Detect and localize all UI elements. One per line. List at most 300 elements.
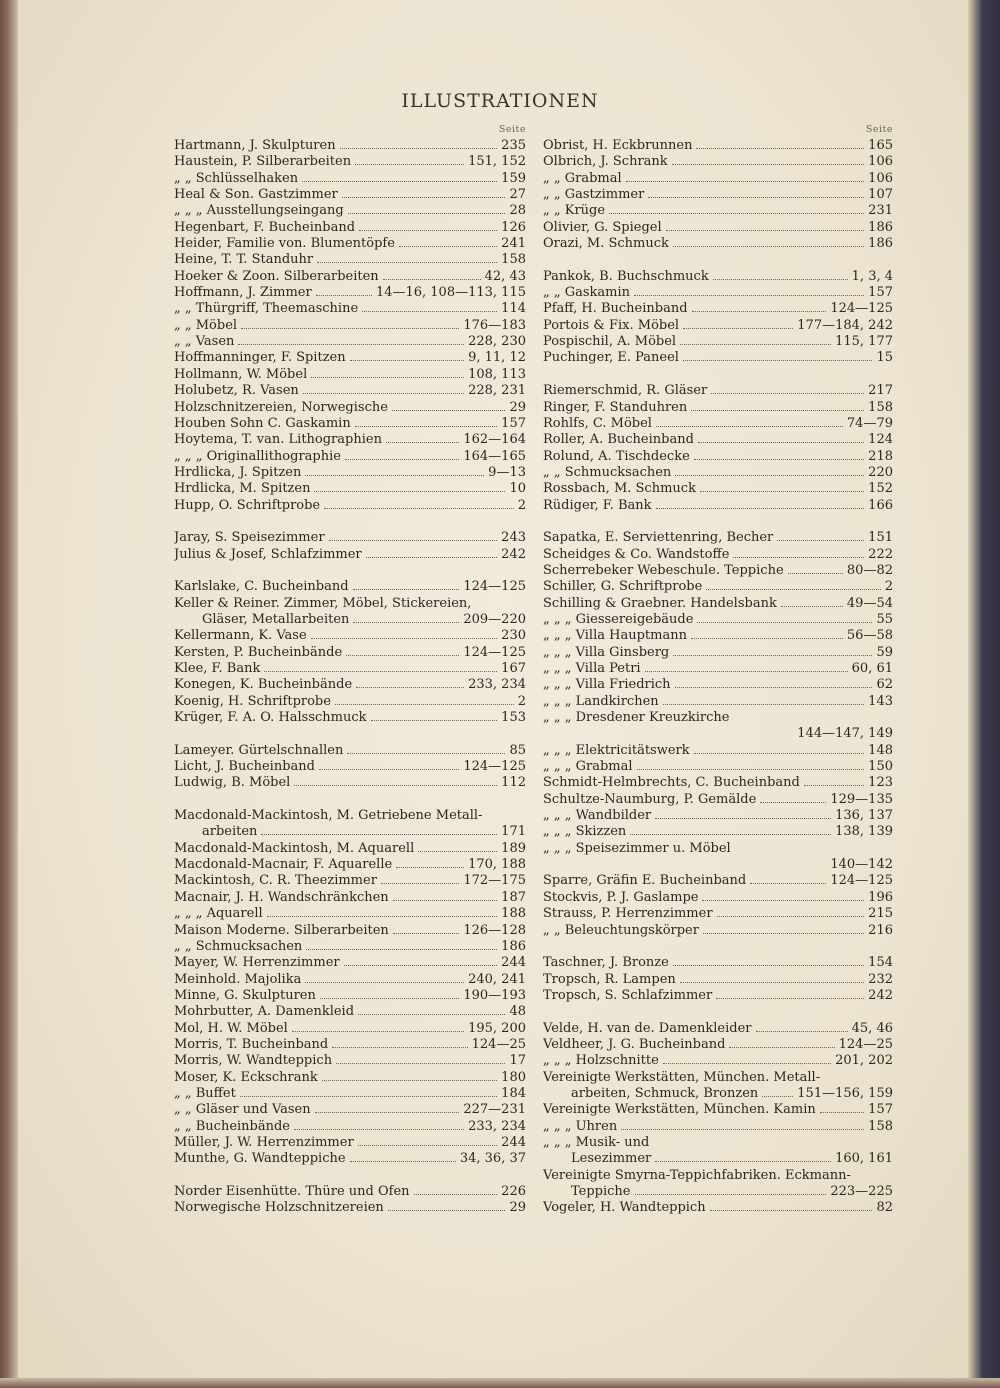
dot-leader <box>305 982 464 983</box>
seite-header: Seite <box>498 124 526 135</box>
dot-leader <box>717 916 865 917</box>
entry-text: Teppiche <box>571 1184 631 1199</box>
entry-text: Mayer, W. Herrenzimmer <box>174 955 340 971</box>
index-entry <box>543 400 893 416</box>
entry-text: Heal & Son. Gastzimmer <box>174 187 338 203</box>
entry-text: „ „ Buffet <box>174 1085 236 1101</box>
entry-text: Heider, Familie von. Blumentöpfe <box>174 236 395 252</box>
page-number: 166 <box>868 497 893 513</box>
index-entry <box>174 1004 526 1020</box>
page-number: 124—125 <box>830 301 893 317</box>
entry-text: Vereinigte Werkstätten, München. Kamin <box>543 1102 816 1118</box>
index-entry <box>174 955 526 971</box>
entry-text: Rossbach, M. Schmuck <box>543 481 696 497</box>
page-number: 158 <box>868 1118 893 1134</box>
dot-leader <box>675 475 864 476</box>
entry-text: Portois & Fix. Möbel <box>543 317 680 333</box>
dot-leader <box>762 1096 793 1097</box>
page-number: 107 <box>868 187 893 203</box>
page-number: 151 <box>868 530 893 546</box>
index-list-left <box>174 138 526 1217</box>
page-number: 62 <box>876 677 893 693</box>
page-number: 188 <box>501 906 526 922</box>
index-entry <box>174 775 526 791</box>
page-number: 140—142 <box>830 857 893 873</box>
dot-leader <box>314 491 505 492</box>
index-entry <box>543 187 893 203</box>
index-entry <box>174 1037 526 1053</box>
index-entry <box>543 449 893 465</box>
page-number: 209—220 <box>463 611 526 627</box>
entry-text: „ „ Grabmal <box>543 170 622 186</box>
page-number: 157 <box>868 285 893 301</box>
index-entry <box>174 972 526 988</box>
index-entry <box>543 743 893 759</box>
index-entry <box>543 416 893 432</box>
entry-text: „ „ Thürgriff, Theemaschine <box>174 301 359 317</box>
entry-text: Holzschnitzereien, Norwegische <box>174 399 388 415</box>
entry-text: Macnair, J. H. Wandschränkchen <box>174 889 389 905</box>
entry-text: Veldheer, J. G. Bucheinband <box>543 1036 726 1052</box>
index-entry <box>174 1053 526 1069</box>
entry-text: Rüdiger, F. Bank <box>543 497 652 513</box>
index-entry <box>543 612 893 628</box>
dot-leader <box>324 508 514 509</box>
dot-leader <box>710 1210 873 1211</box>
index-entry <box>174 1135 526 1151</box>
dot-leader <box>399 246 497 247</box>
dot-leader <box>340 148 498 149</box>
index-entry <box>174 694 526 710</box>
page-number: 162—164 <box>463 432 526 448</box>
entry-text: Riemerschmid, R. Gläser <box>543 383 708 399</box>
dot-leader <box>319 769 459 770</box>
dot-leader <box>672 164 865 165</box>
index-entry <box>543 285 893 301</box>
index-entry <box>174 824 526 840</box>
index-entry <box>543 645 893 661</box>
dot-leader <box>634 295 864 296</box>
entry-text: Heine, T. T. Standuhr <box>174 252 314 268</box>
index-entry <box>174 334 526 350</box>
entry-text: Hupp, O. Schriftprobe <box>174 497 321 513</box>
entry-text: Sparre, Gräfin E. Bucheinband <box>543 873 747 889</box>
entry-text: Schultze-Naumburg, P. Gemälde <box>543 791 757 807</box>
dot-leader <box>346 655 459 656</box>
index-entry <box>543 890 893 906</box>
dot-leader <box>264 671 497 672</box>
index-entry <box>174 350 526 366</box>
page-number: 1, 3, 4 <box>851 268 893 284</box>
entry-text: Julius & Josef, Schlafzimmer <box>174 546 362 562</box>
index-entry <box>174 1200 526 1216</box>
dot-leader <box>673 965 864 966</box>
index-entry <box>174 677 526 693</box>
dot-leader <box>637 769 865 770</box>
entry-text: Maison Moderne. Silberarbeiten <box>174 922 389 938</box>
dot-leader <box>418 851 497 852</box>
entry-text: Gläser, Metallarbeiten <box>202 611 350 627</box>
entry-text: Hoffmanninger, F. Spitzen <box>174 350 346 366</box>
dot-leader <box>240 1096 497 1097</box>
index-entry <box>543 1135 893 1151</box>
index-entry <box>174 416 526 432</box>
entry-text: Meinhold. Majolika <box>174 971 302 987</box>
page-number: 144—147, 149 <box>797 726 893 742</box>
entry-text: Schilling & Graebner. Handelsbank <box>543 595 777 611</box>
dot-leader <box>781 606 843 607</box>
dot-leader <box>355 426 497 427</box>
page-number: 226 <box>501 1184 526 1199</box>
index-entry <box>543 1086 893 1102</box>
entry-text: Sapatka, E. Serviettenring, Becher <box>543 530 774 546</box>
dot-leader <box>344 965 498 966</box>
index-entry <box>174 1184 526 1200</box>
page-number: 29 <box>509 1200 526 1216</box>
index-entry <box>543 759 893 775</box>
entry-text: Krüger, F. A. O. Halsschmuck <box>174 710 367 726</box>
entry-text: Mol, H. W. Möbel <box>174 1020 288 1036</box>
index-entry <box>543 1184 893 1200</box>
index-entry <box>174 220 526 236</box>
page-number: 157 <box>501 415 526 431</box>
entry-text: Hegenbart, F. Bucheinband <box>174 219 356 235</box>
entry-text: Stockvis, P. J. Gaslampe <box>543 889 699 905</box>
page-number: 189 <box>501 840 526 856</box>
entry-text: Hrdlicka, J. Spitzen <box>174 464 302 480</box>
page-number: 170, 188 <box>468 857 526 873</box>
index-entry <box>543 824 893 840</box>
page-number: 243 <box>501 530 526 546</box>
dot-leader <box>332 1047 467 1048</box>
entry-text: Lameyer. Gürtelschnallen <box>174 742 344 758</box>
index-entry <box>174 808 526 824</box>
index-entry <box>174 301 526 317</box>
page-number: 223—225 <box>830 1184 893 1199</box>
entry-text: „ „ „ Dresdener Kreuzkirche <box>543 710 730 726</box>
dot-leader <box>756 1031 848 1032</box>
dot-leader <box>302 181 497 182</box>
page-number: 2 <box>517 497 526 513</box>
dot-leader <box>698 442 864 443</box>
dot-leader <box>663 1063 831 1064</box>
page-number: 29 <box>509 399 526 415</box>
index-entry <box>174 873 526 889</box>
page-number: 42, 43 <box>484 268 526 284</box>
index-entry <box>543 301 893 317</box>
page-number: 216 <box>868 922 893 938</box>
seite-header: Seite <box>865 124 893 135</box>
page-number: 129—135 <box>830 791 893 807</box>
dot-leader <box>691 410 864 411</box>
page-number: 150 <box>868 759 893 775</box>
entry-text: Minne, G. Skulpturen <box>174 987 316 1003</box>
index-entry <box>543 857 893 873</box>
page-number: 167 <box>501 661 526 676</box>
entry-text: Houben Sohn C. Gaskamin <box>174 415 351 431</box>
entry-text: „ „ „ Musik- und <box>543 1134 650 1150</box>
index-entry <box>543 661 893 677</box>
dot-leader <box>315 1112 460 1113</box>
index-entry <box>174 530 526 546</box>
page-number: 244 <box>501 955 526 971</box>
index-entry <box>174 367 526 383</box>
entry-text: Hoffmann, J. Zimmer <box>174 285 312 301</box>
dot-leader <box>362 311 497 312</box>
index-entry <box>174 857 526 873</box>
index-entry <box>543 1102 893 1118</box>
dot-leader <box>804 785 864 786</box>
entry-text: Scherrebeker Webeschule. Teppiche <box>543 562 784 578</box>
dot-leader <box>322 1080 497 1081</box>
index-entry <box>174 923 526 939</box>
dot-leader <box>820 1112 864 1113</box>
entry-text: „ „ Möbel <box>174 317 238 333</box>
page-edge-bottom <box>0 1378 1000 1388</box>
page-number: 2 <box>517 693 526 709</box>
index-entry <box>543 694 893 710</box>
entry-text: Strauss, P. Herrenzimmer <box>543 906 713 922</box>
dot-leader <box>694 459 864 460</box>
dot-leader <box>347 753 505 754</box>
entry-text: Moser, K. Eckschrank <box>174 1069 318 1085</box>
index-entry <box>174 449 526 465</box>
dot-leader <box>294 1129 464 1130</box>
index-entry <box>174 645 526 661</box>
page-number: 217 <box>868 383 893 399</box>
page-number: 56—58 <box>846 628 893 644</box>
entry-text: „ „ „ Grabmal <box>543 759 633 775</box>
page-number: 34, 36, 37 <box>459 1151 526 1167</box>
dot-leader <box>317 262 497 263</box>
dot-leader <box>729 1047 834 1048</box>
dot-leader <box>381 883 459 884</box>
entry-text: Pankok, B. Buchschmuck <box>543 268 709 284</box>
entry-text: Olivier, G. Spiegel <box>543 219 662 235</box>
page-number: 240, 241 <box>468 971 526 987</box>
page-number: 2 <box>884 579 893 595</box>
dot-leader <box>238 344 464 345</box>
index-entry <box>174 890 526 906</box>
page-number: 233, 234 <box>468 677 526 693</box>
dot-leader <box>267 916 498 917</box>
section-gap <box>174 726 526 742</box>
page-number: 242 <box>868 987 893 1003</box>
entry-text: „ „ Gläser und Vasen <box>174 1102 311 1118</box>
dot-leader <box>777 540 864 541</box>
index-entry <box>543 955 893 971</box>
dot-leader <box>303 393 464 394</box>
index-entry <box>174 1102 526 1118</box>
entry-text: Hrdlicka, M. Spitzen <box>174 481 311 497</box>
page-number: 230 <box>501 628 526 644</box>
dot-leader <box>609 213 864 214</box>
index-entry <box>543 808 893 824</box>
index-entry <box>543 1151 893 1167</box>
page-number: 48 <box>509 1004 526 1020</box>
entry-text: Hollmann, W. Möbel <box>174 366 308 382</box>
entry-text: Puchinger, E. Paneel <box>543 350 679 366</box>
page-number: 80—82 <box>846 562 893 578</box>
entry-text: Licht, J. Bucheinband <box>174 759 315 775</box>
entry-text: Mohrbutter, A. Damenkleid <box>174 1004 355 1020</box>
dot-leader <box>683 328 793 329</box>
index-entry <box>174 400 526 416</box>
index-entry <box>543 596 893 612</box>
dot-leader <box>716 998 864 999</box>
section-gap <box>543 252 893 268</box>
page-number: 124—125 <box>463 644 526 660</box>
entry-text: Holubetz, R. Vasen <box>174 383 299 399</box>
dot-leader <box>388 1210 506 1211</box>
index-entry <box>543 383 893 399</box>
page-number: 157 <box>868 1102 893 1118</box>
entry-text: Hartmann, J. Skulpturen <box>174 138 336 153</box>
index-entry <box>543 171 893 187</box>
page-number: 158 <box>868 399 893 415</box>
index-entry <box>543 1053 893 1069</box>
entry-text: Orazi, M. Schmuck <box>543 236 669 252</box>
entry-text: arbeiten, Schmuck, Bronzen <box>571 1085 759 1101</box>
dot-leader <box>666 230 865 231</box>
dot-leader <box>359 230 497 231</box>
index-entry <box>543 530 893 546</box>
entry-text: Karlslake, C. Bucheinband <box>174 579 349 595</box>
dot-leader <box>305 475 484 476</box>
index-entry <box>543 1168 893 1184</box>
index-entry <box>174 759 526 775</box>
index-entry <box>543 972 893 988</box>
entry-text: Obrist, H. Eckbrunnen <box>543 138 693 153</box>
entry-text: Macdonald-Mackintosh, M. Getriebene Metall- <box>174 808 483 824</box>
entry-text: Olbrich, J. Schrank <box>543 154 668 170</box>
dot-leader <box>711 393 864 394</box>
page-number: 228, 231 <box>468 383 526 399</box>
page-number: 124—125 <box>830 873 893 889</box>
page-number: 10 <box>509 481 526 497</box>
page-number: 233, 234 <box>468 1118 526 1134</box>
page-number: 159 <box>501 170 526 186</box>
entry-text: Mackintosh, C. R. Theezimmer <box>174 873 377 889</box>
page-number: 28 <box>509 203 526 219</box>
dot-leader <box>261 834 497 835</box>
page-number: 9—13 <box>488 464 526 480</box>
entry-text: „ „ „ Holzschnitte <box>543 1053 659 1069</box>
index-entry <box>174 432 526 448</box>
index-entry <box>543 906 893 922</box>
section-gap <box>174 563 526 579</box>
index-entry <box>174 269 526 285</box>
entry-text: „ „ Gaskamin <box>543 285 631 301</box>
index-entry <box>543 873 893 889</box>
index-column-right <box>543 124 893 1217</box>
index-entry <box>174 465 526 481</box>
page-number: 186 <box>868 236 893 252</box>
page-number: 190—193 <box>463 987 526 1003</box>
index-entry <box>543 350 893 366</box>
dot-leader <box>392 410 506 411</box>
dot-leader <box>680 344 831 345</box>
index-entry <box>543 269 893 285</box>
page-number: 138, 139 <box>835 824 893 840</box>
entry-text: Morris, T. Bucheinband <box>174 1036 329 1052</box>
entry-text: „ „ Vasen <box>174 334 235 350</box>
dot-leader <box>656 508 865 509</box>
dot-leader <box>706 589 880 590</box>
page-number: 59 <box>876 644 893 660</box>
entry-text: Vereinigte Werkstätten, München. Metall- <box>543 1069 821 1085</box>
dot-leader <box>648 197 864 198</box>
page-number: 151, 152 <box>468 154 526 170</box>
entry-text: Haustein, P. Silberarbeiten <box>174 154 352 170</box>
page-number: 218 <box>868 448 893 464</box>
page-number: 154 <box>868 955 893 971</box>
entry-text: „ „ „ Uhren <box>543 1118 618 1134</box>
dot-leader <box>306 949 497 950</box>
page-number: 15 <box>876 350 893 366</box>
entry-text: Konegen, K. Bucheinbände <box>174 677 353 693</box>
dot-leader <box>630 834 831 835</box>
page-number: 201, 202 <box>835 1053 893 1069</box>
dot-leader <box>655 1161 831 1162</box>
index-entry <box>543 988 893 1004</box>
index-entry <box>543 923 893 939</box>
dot-leader <box>241 328 459 329</box>
page-number: 74—79 <box>846 415 893 431</box>
dot-leader <box>703 933 864 934</box>
dot-leader <box>655 818 831 819</box>
index-entry <box>174 988 526 1004</box>
index-entry <box>174 1151 526 1167</box>
page-number: 228, 230 <box>468 334 526 350</box>
page-edge-left <box>0 0 18 1388</box>
entry-text: „ „ Schmucksachen <box>174 938 303 954</box>
book-cover-edge <box>968 0 1000 1388</box>
page-number: 235 <box>501 138 526 153</box>
dot-leader <box>683 360 872 361</box>
page-number: 124 <box>868 432 893 448</box>
index-entry <box>174 547 526 563</box>
index-entry <box>174 939 526 955</box>
entry-text: Ringer, F. Standuhren <box>543 399 688 415</box>
index-entry <box>543 1037 893 1053</box>
page-number: 180 <box>501 1069 526 1085</box>
index-entry <box>543 579 893 595</box>
page-number: 172—175 <box>463 873 526 889</box>
page-number: 164—165 <box>463 448 526 464</box>
entry-text: Vogeler, H. Wandteppich <box>543 1200 706 1216</box>
index-entry <box>174 481 526 497</box>
entry-text: „ „ Bucheinbände <box>174 1118 290 1134</box>
page-number: 123 <box>868 775 893 791</box>
dot-leader <box>353 622 459 623</box>
dot-leader <box>697 622 872 623</box>
entry-text: „ „ Schmucksachen <box>543 464 672 480</box>
index-entry <box>543 138 893 154</box>
entry-text: „ „ Gastzimmer <box>543 187 645 203</box>
page-number: 106 <box>868 170 893 186</box>
page-number: 151—156, 159 <box>797 1085 893 1101</box>
entry-text: „ „ „ Originallithographie <box>174 448 341 464</box>
dot-leader <box>316 295 372 296</box>
dot-leader <box>673 246 864 247</box>
dot-leader <box>680 982 864 983</box>
index-entry <box>174 596 526 612</box>
index-entry <box>543 481 893 497</box>
page-number: 160, 161 <box>835 1151 893 1167</box>
dot-leader <box>383 279 481 280</box>
entry-text: Koenig, H. Schriftprobe <box>174 693 331 709</box>
